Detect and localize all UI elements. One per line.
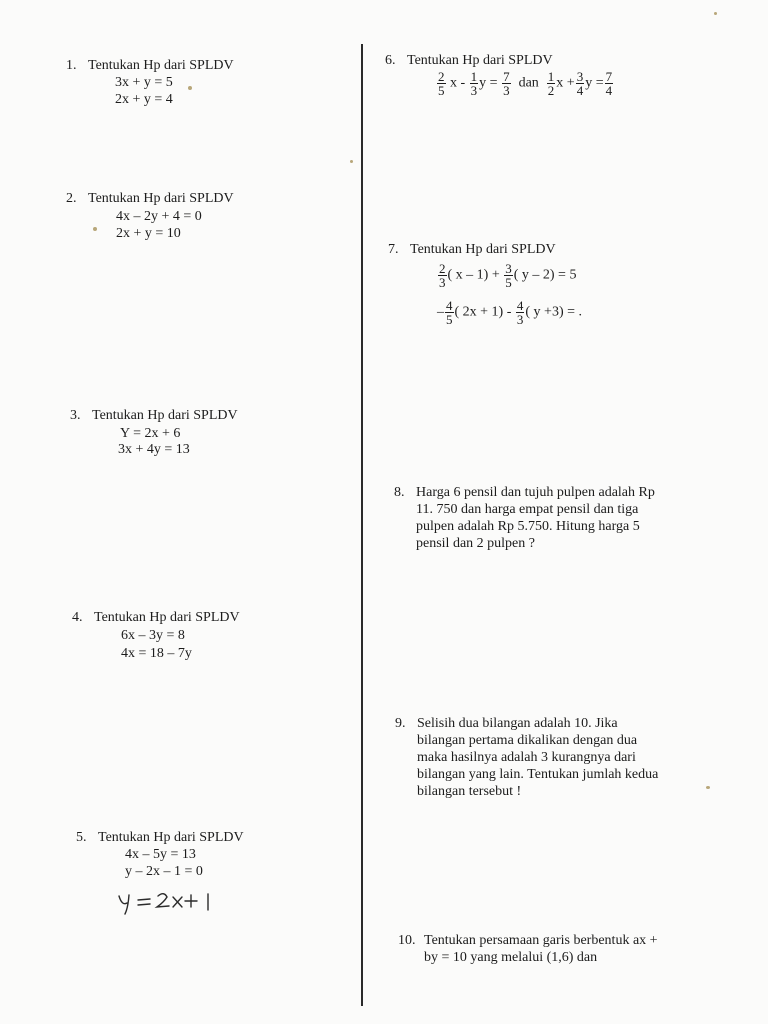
column-divider — [361, 44, 363, 1006]
question-title: Tentukan Hp dari SPLDV — [92, 408, 238, 423]
question-number: 9. — [395, 716, 406, 731]
equation: 3x + 4y = 13 — [118, 442, 190, 457]
question-number: 5. — [76, 830, 87, 845]
question-number: 2. — [66, 191, 77, 206]
question-8 — [394, 484, 661, 552]
fraction: $\frac{1}{3}$ — [470, 69, 478, 98]
scan-speck — [714, 12, 717, 15]
question-title: Tentukan Hp dari SPLDV — [407, 53, 553, 68]
scan-speck — [706, 786, 710, 789]
equation: 2x + y = 4 — [115, 92, 173, 107]
question-3 — [70, 408, 238, 424]
fraction: $\frac{1}{2}$ — [547, 69, 555, 98]
question-title: Tentukan Hp dari SPLDV — [94, 610, 240, 625]
fraction: $\frac{7}{3}$ — [503, 69, 510, 98]
question-10 — [398, 932, 674, 966]
equation: 2x + y = 10 — [116, 226, 181, 241]
fraction: $\frac{4}{5}$ — [446, 298, 453, 327]
question-number: 1. — [66, 58, 77, 73]
question-5 — [76, 830, 244, 846]
equation-term: ( 2x + 1) - — [454, 304, 512, 320]
equation-term: x + — [556, 75, 575, 91]
handwritten-annotation — [116, 886, 226, 918]
equation: y – 2x – 1 = 0 — [125, 864, 203, 879]
question-number: 7. — [388, 242, 399, 257]
question-1 — [66, 58, 234, 74]
question-title: Tentukan Hp dari SPLDV — [88, 191, 234, 206]
question-text: Harga 6 pensil dan tujuh pulpen adalah Rp 11. 750 dan harga empat pensil dan tiga pulpen adalah Rp 5.750. Hitung harga 5 pensil dan 2 pulpen ? — [416, 485, 655, 551]
question-4 — [72, 610, 240, 626]
fraction: $\frac{7}{4}$ — [605, 69, 613, 98]
equation: 4x – 5y = 13 — [125, 847, 196, 862]
equation-term: x - — [450, 75, 466, 91]
question-number: 3. — [70, 408, 81, 423]
question-title: Tentukan Hp dari SPLDV — [98, 830, 244, 845]
fraction: $\frac{3}{4}$ — [576, 69, 584, 98]
equation: 3x + y = 5 — [115, 75, 173, 90]
scan-speck — [350, 160, 353, 163]
scan-speck — [188, 86, 192, 90]
equation-term: ( x – 1) + — [447, 267, 500, 283]
equation-term: y = — [479, 75, 498, 91]
question-number: 6. — [385, 53, 396, 68]
fraction: $\frac{2}{3}$ — [439, 261, 446, 290]
equation-q7-1 — [437, 262, 576, 289]
question-number: 10. — [398, 933, 416, 948]
question-6 — [385, 53, 553, 69]
question-title: Tentukan Hp dari SPLDV — [88, 58, 234, 73]
connector-word: dan — [518, 75, 539, 91]
question-text: Selisih dua bilangan adalah 10. Jika bilangan pertama dikalikan dengan dua maka hasilnya adalah 3 kurangnya dari bilangan yang lain. Tentukan jumlah kedua bilangan tersebut ! — [417, 716, 659, 799]
equation: 4x = 18 – 7y — [121, 646, 192, 661]
equation-q7-2 — [437, 299, 582, 326]
question-number: 4. — [72, 610, 83, 625]
question-number: 8. — [394, 485, 405, 500]
equation-term: – — [437, 304, 444, 320]
equation: 6x – 3y = 8 — [121, 628, 185, 643]
question-text: Tentukan persamaan garis berbentuk ax + by = 10 yang melalui (1,6) dan — [424, 933, 658, 965]
question-title: Tentukan Hp dari SPLDV — [410, 242, 556, 257]
equation: 4x – 2y + 4 = 0 — [116, 209, 202, 224]
question-9 — [395, 715, 662, 800]
equation-term: ( y +3) = . — [525, 304, 583, 320]
fraction: $\frac{3}{5}$ — [505, 261, 512, 290]
equation-q6 — [436, 70, 614, 97]
equation: Y = 2x + 6 — [120, 426, 181, 441]
question-2 — [66, 191, 234, 207]
equation-term: ( y – 2) = 5 — [513, 267, 577, 283]
equation-term: y = — [585, 75, 604, 91]
fraction: $\frac{2}{5}$ — [438, 69, 445, 98]
scan-speck — [93, 227, 97, 231]
question-7 — [388, 242, 556, 258]
fraction: $\frac{4}{3}$ — [516, 298, 524, 327]
